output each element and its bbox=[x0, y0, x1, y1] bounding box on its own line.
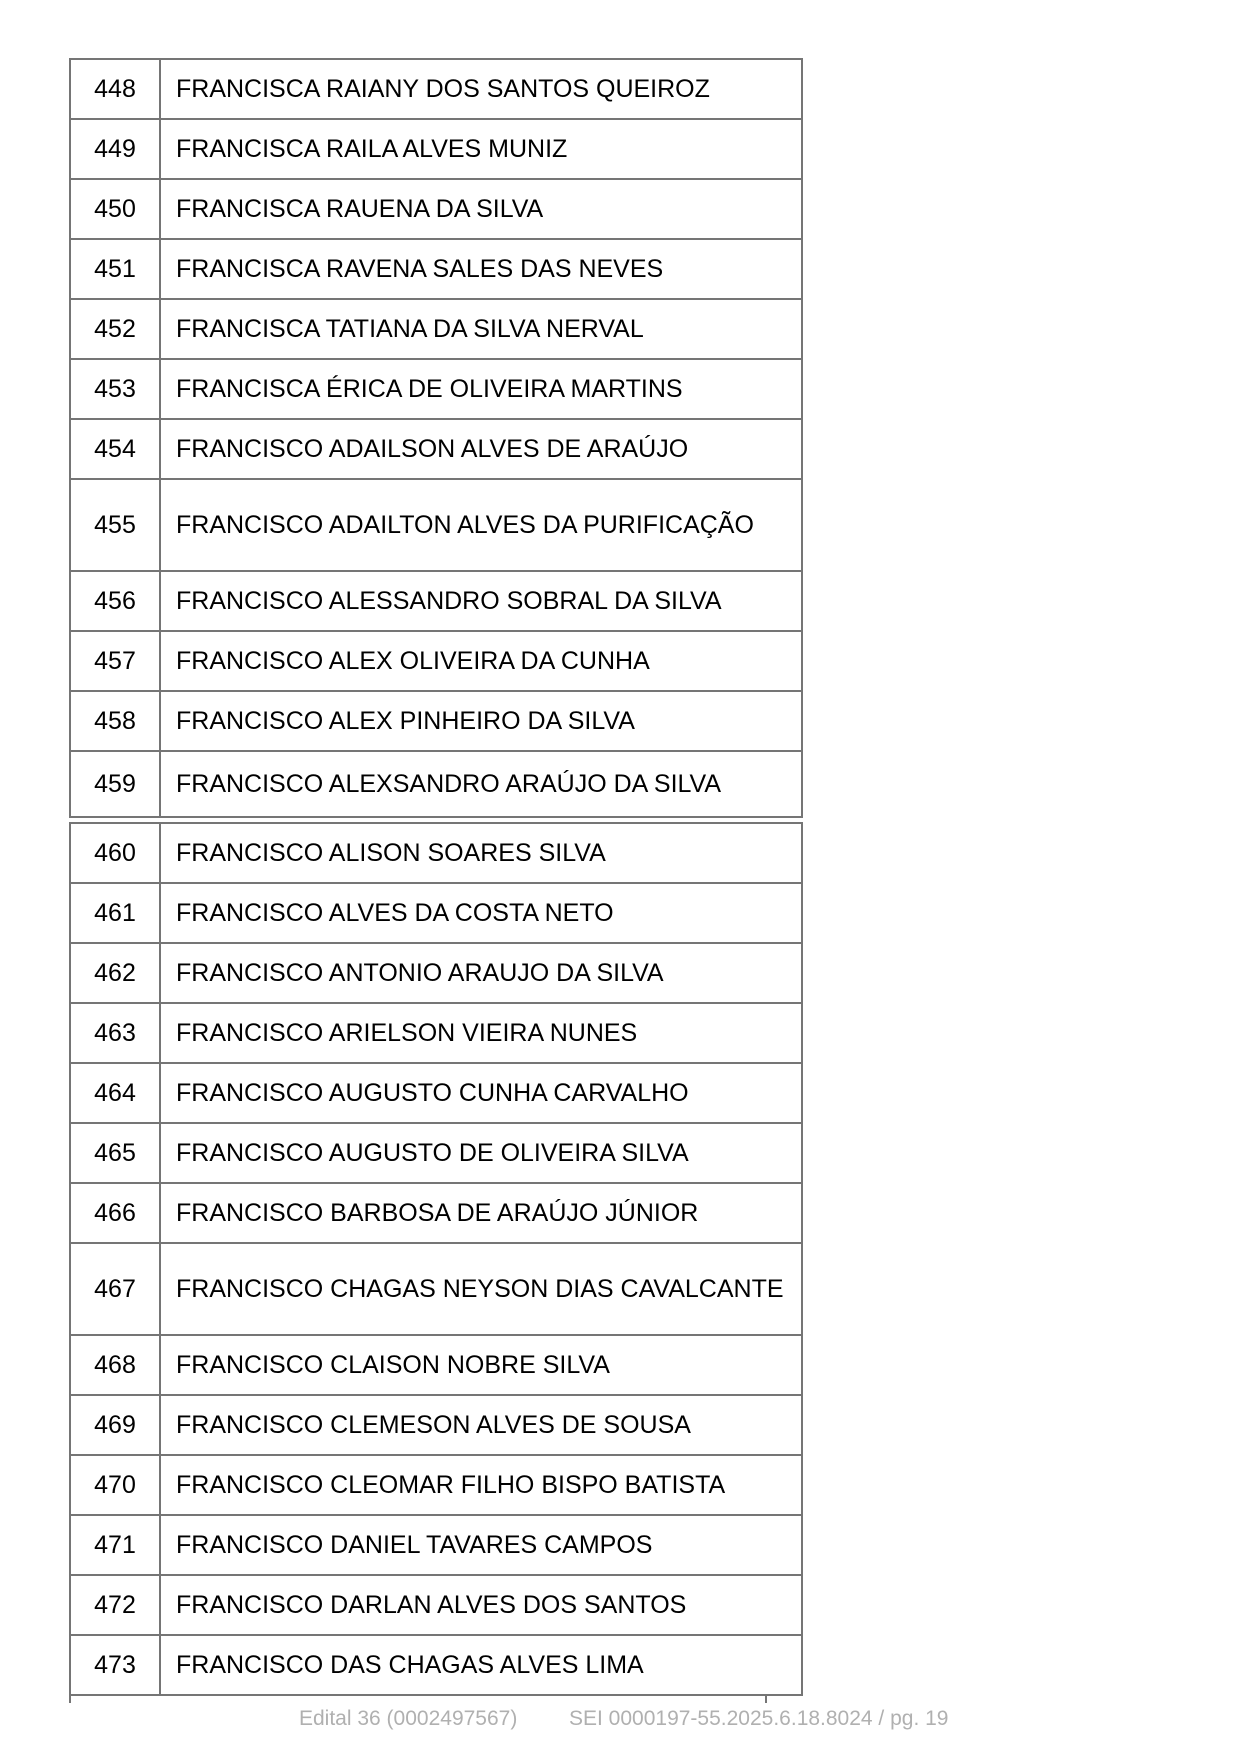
candidate-name-cell: FRANCISCO ADAILSON ALVES DE ARAÚJO bbox=[160, 419, 802, 479]
row-number-cell: 473 bbox=[70, 1635, 160, 1695]
table-row bbox=[70, 59, 802, 119]
table-row bbox=[70, 571, 802, 631]
table-row bbox=[70, 1183, 802, 1243]
candidate-name-cell: FRANCISCO BARBOSA DE ARAÚJO JÚNIOR bbox=[160, 1183, 802, 1243]
row-number-cell: 463 bbox=[70, 1003, 160, 1063]
row-number-cell: 469 bbox=[70, 1395, 160, 1455]
candidate-name-cell: FRANCISCA TATIANA DA SILVA NERVAL bbox=[160, 299, 802, 359]
table-row bbox=[70, 631, 802, 691]
row-number-cell: 470 bbox=[70, 1455, 160, 1515]
row-number-cell: 453 bbox=[70, 359, 160, 419]
candidate-name-cell: FRANCISCO ALEX PINHEIRO DA SILVA bbox=[160, 691, 802, 751]
candidate-name-cell: FRANCISCO DARLAN ALVES DOS SANTOS bbox=[160, 1575, 802, 1635]
table-row bbox=[70, 883, 802, 943]
table-row bbox=[70, 359, 802, 419]
candidate-name-cell: FRANCISCO AUGUSTO CUNHA CARVALHO bbox=[160, 1063, 802, 1123]
candidate-name-cell: FRANCISCA RAVENA SALES DAS NEVES bbox=[160, 239, 802, 299]
row-number-cell: 461 bbox=[70, 883, 160, 943]
table-row bbox=[70, 119, 802, 179]
table-row bbox=[70, 1635, 802, 1695]
candidate-name-cell: FRANCISCO ADAILTON ALVES DA PURIFICAÇÃO bbox=[160, 479, 802, 571]
table-row bbox=[70, 239, 802, 299]
row-number-cell: 448 bbox=[70, 59, 160, 119]
row-number-cell: 460 bbox=[70, 823, 160, 883]
row-number-cell: 462 bbox=[70, 943, 160, 1003]
footer-edital-reference: Edital 36 (0002497567) bbox=[299, 1707, 518, 1730]
table-row bbox=[70, 1515, 802, 1575]
row-number-cell: 459 bbox=[70, 751, 160, 817]
row-number-cell: 450 bbox=[70, 179, 160, 239]
candidate-name-cell: FRANCISCO CLEOMAR FILHO BISPO BATISTA bbox=[160, 1455, 802, 1515]
row-number-cell: 455 bbox=[70, 479, 160, 571]
table-row bbox=[70, 1335, 802, 1395]
row-number-cell: 472 bbox=[70, 1575, 160, 1635]
candidate-name-cell: FRANCISCO ANTONIO ARAUJO DA SILVA bbox=[160, 943, 802, 1003]
table-row bbox=[70, 1455, 802, 1515]
table-row bbox=[70, 1243, 802, 1335]
candidate-name-cell: FRANCISCO ALEXSANDRO ARAÚJO DA SILVA bbox=[160, 751, 802, 817]
table-row bbox=[70, 479, 802, 571]
candidate-table-block-2 bbox=[69, 822, 803, 1696]
candidate-name-cell: FRANCISCA ÉRICA DE OLIVEIRA MARTINS bbox=[160, 359, 802, 419]
candidate-table-block-1 bbox=[69, 58, 803, 818]
footer-sei-page-reference: SEI 0000197-55.2025.6.18.8024 / pg. 19 bbox=[569, 1707, 949, 1730]
table-row bbox=[70, 1063, 802, 1123]
table-row bbox=[70, 1003, 802, 1063]
row-number-cell: 464 bbox=[70, 1063, 160, 1123]
candidate-name-cell: FRANCISCO ALISON SOARES SILVA bbox=[160, 823, 802, 883]
row-number-cell: 465 bbox=[70, 1123, 160, 1183]
table-row bbox=[70, 1395, 802, 1455]
row-number-cell: 457 bbox=[70, 631, 160, 691]
candidate-name-cell: FRANCISCO DAS CHAGAS ALVES LIMA bbox=[160, 1635, 802, 1695]
row-number-cell: 458 bbox=[70, 691, 160, 751]
row-number-cell: 467 bbox=[70, 1243, 160, 1335]
candidate-name-cell: FRANCISCO ALESSANDRO SOBRAL DA SILVA bbox=[160, 571, 802, 631]
table-row bbox=[70, 943, 802, 1003]
candidate-name-cell: FRANCISCO CLAISON NOBRE SILVA bbox=[160, 1335, 802, 1395]
candidate-name-cell: FRANCISCO AUGUSTO DE OLIVEIRA SILVA bbox=[160, 1123, 802, 1183]
table-row bbox=[70, 179, 802, 239]
candidate-name-cell: FRANCISCO ARIELSON VIEIRA NUNES bbox=[160, 1003, 802, 1063]
candidate-name-cell: FRANCISCO CLEMESON ALVES DE SOUSA bbox=[160, 1395, 802, 1455]
row-number-cell: 454 bbox=[70, 419, 160, 479]
table-row bbox=[70, 751, 802, 817]
row-number-cell: 452 bbox=[70, 299, 160, 359]
table-row bbox=[70, 1575, 802, 1635]
candidate-name-cell: FRANCISCO ALVES DA COSTA NETO bbox=[160, 883, 802, 943]
candidate-name-cell: FRANCISCO DANIEL TAVARES CAMPOS bbox=[160, 1515, 802, 1575]
candidate-name-cell: FRANCISCA RAUENA DA SILVA bbox=[160, 179, 802, 239]
candidate-name-cell: FRANCISCA RAIANY DOS SANTOS QUEIROZ bbox=[160, 59, 802, 119]
table-row bbox=[70, 823, 802, 883]
table-row bbox=[70, 1123, 802, 1183]
row-number-cell: 449 bbox=[70, 119, 160, 179]
table-row bbox=[70, 419, 802, 479]
candidate-name-cell: FRANCISCO ALEX OLIVEIRA DA CUNHA bbox=[160, 631, 802, 691]
table-row bbox=[70, 691, 802, 751]
candidate-name-cell: FRANCISCO CHAGAS NEYSON DIAS CAVALCANTE bbox=[160, 1243, 802, 1335]
row-number-cell: 451 bbox=[70, 239, 160, 299]
row-number-cell: 468 bbox=[70, 1335, 160, 1395]
candidate-name-cell: FRANCISCA RAILA ALVES MUNIZ bbox=[160, 119, 802, 179]
row-number-cell: 471 bbox=[70, 1515, 160, 1575]
row-number-cell: 466 bbox=[70, 1183, 160, 1243]
next-row-partial-border bbox=[69, 1696, 767, 1703]
table-row bbox=[70, 299, 802, 359]
row-number-cell: 456 bbox=[70, 571, 160, 631]
